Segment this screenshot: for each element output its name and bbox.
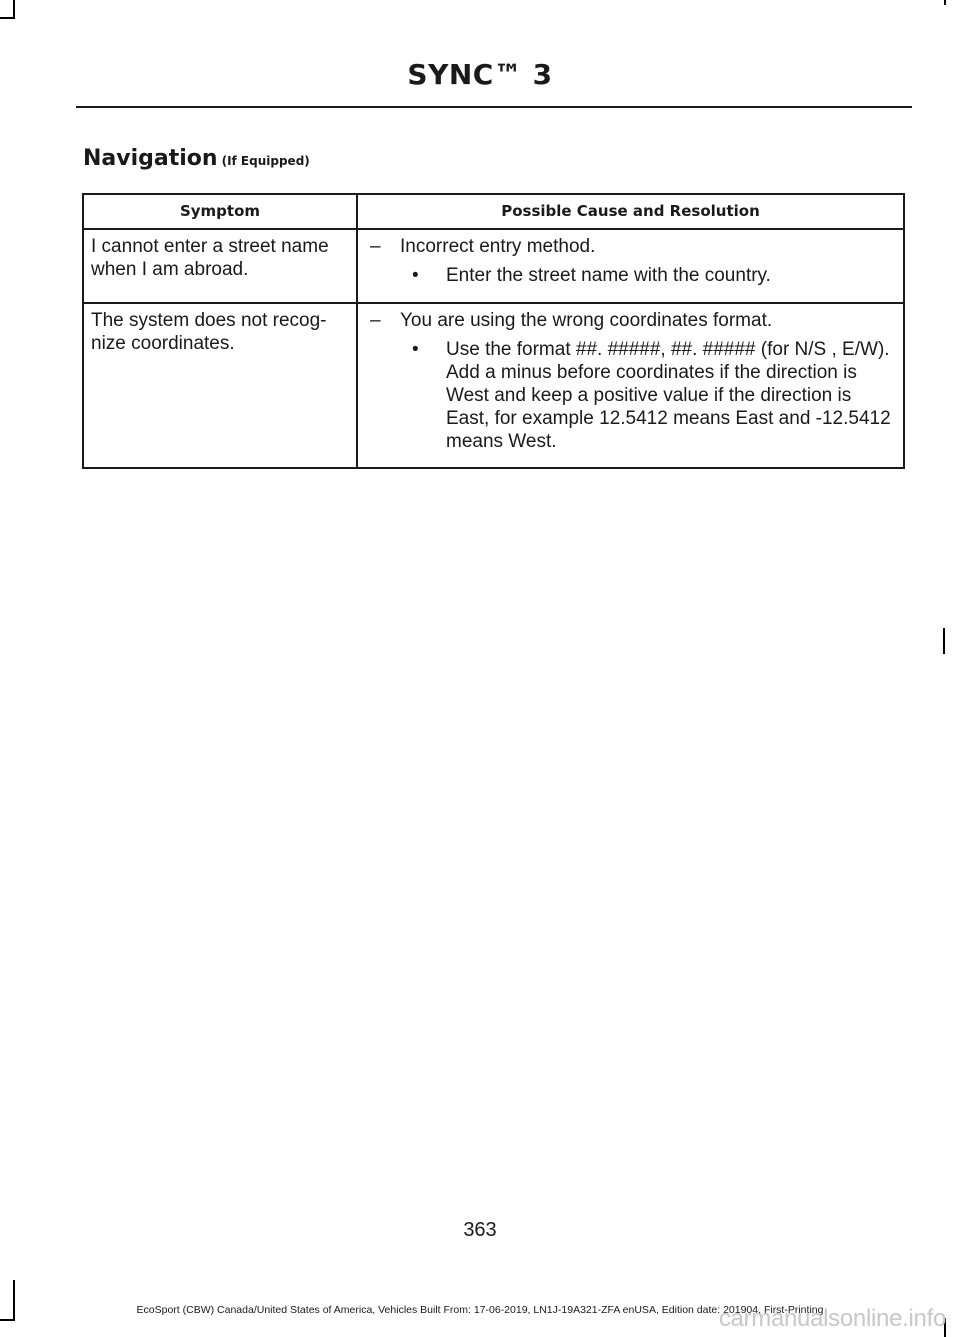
table-header-row — [83, 194, 904, 229]
section-heading — [83, 146, 310, 171]
symptom-cell: The system does not recog- nize coordinates. — [83, 303, 357, 468]
column-header-symptom: Symptom — [83, 194, 357, 229]
resolution-cell — [357, 303, 904, 468]
dash-marker: – — [370, 310, 381, 331]
symptom-cell: I cannot enter a street name when I am abroad. — [83, 229, 357, 303]
crop-mark-top-left-v — [13, 0, 15, 18]
resolution-text: Use the format ##. #####, ##. ##### (for N/S , E/W). Add a minus before coordinates if the direction is West and keep a positive value if the direction is East, for example 12.5412 means East and -12.5412 means West. — [446, 339, 891, 452]
resolution-line — [370, 338, 893, 453]
cause-text: Incorrect entry method. — [400, 236, 596, 257]
resolution-text: Enter the street name with the country. — [446, 265, 771, 286]
cause-line — [370, 235, 893, 258]
crop-mark-bottom-left-h — [0, 1319, 15, 1321]
header-rule — [76, 106, 912, 108]
footer-text: EcoSport (CBW) Canada/United States of America, Vehicles Built From: 17-06-2019, LN1J-19A321-ZFA enUSA, Edition date: 201904, First-Printing — [136, 1304, 824, 1316]
crop-mark-right-mid — [943, 628, 945, 654]
page-header-title: SYNC™ 3 — [407, 58, 553, 91]
column-header-resolution: Possible Cause and Resolution — [357, 194, 904, 229]
section-title: Navigation — [83, 146, 218, 171]
cause-text: You are using the wrong coordinates format. — [400, 310, 773, 331]
crop-mark-top-right — [944, 0, 946, 5]
cause-line — [370, 309, 893, 332]
crop-mark-top-left-h — [0, 17, 15, 19]
resolution-line — [370, 264, 893, 287]
watermark: carmanualsonline.info — [718, 1305, 946, 1332]
table-row — [83, 303, 904, 468]
bullet-marker: • — [412, 339, 419, 360]
page-number: 363 — [463, 1219, 497, 1241]
dash-marker: – — [370, 236, 381, 257]
table-row — [83, 229, 904, 303]
resolution-cell — [357, 229, 904, 303]
bullet-marker: • — [412, 265, 419, 286]
section-qualifier: (If Equipped) — [221, 154, 310, 168]
troubleshooting-table — [82, 193, 905, 469]
